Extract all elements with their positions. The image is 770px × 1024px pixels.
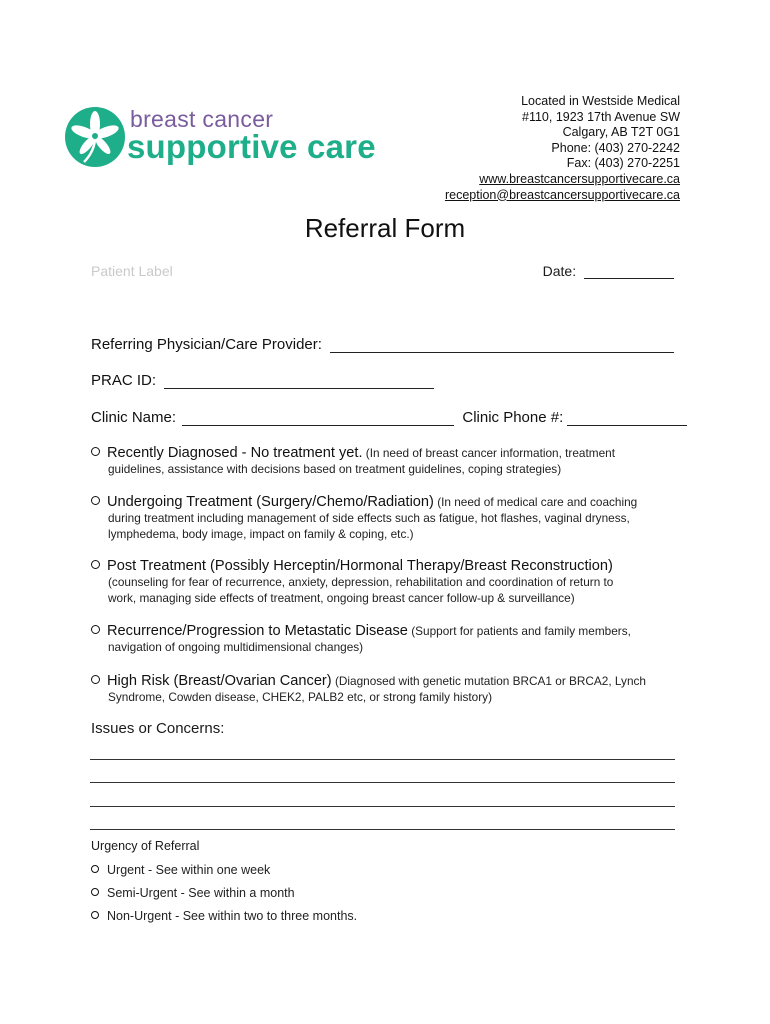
- option-detail: during treatment including management of side effects such as fatigue, hot flashes, vaginal dryness,: [108, 511, 630, 525]
- option-recently-diagnosed[interactable]: [91, 445, 691, 477]
- option-title: High Risk (Breast/Ovarian Cancer): [107, 673, 332, 689]
- clinic-phone-label: Clinic Phone #:: [462, 409, 564, 426]
- option-detail: (In need of breast cancer information, treatment: [365, 446, 615, 460]
- urgency-label: Non-Urgent - See within two to three months.: [107, 909, 358, 923]
- option-title: Post Treatment (Possibly Herceptin/Hormonal Therapy/Breast Reconstruction): [107, 558, 613, 574]
- option-detail: (Support for patients and family members,: [411, 624, 631, 638]
- urgency-title: Urgency of Referral: [91, 839, 200, 853]
- option-recurrence[interactable]: [91, 623, 691, 655]
- radio-circle-icon[interactable]: [91, 560, 100, 569]
- option-detail: lymphedema, body image, impact on family & coping, etc.): [108, 527, 414, 541]
- date-field[interactable]: [543, 263, 674, 279]
- radio-circle-icon[interactable]: [91, 888, 99, 896]
- option-detail: (Diagnosed with genetic mutation BRCA1 or BRCA2, Lynch: [334, 674, 646, 688]
- phone-line: Phone: (403) 270-2242: [551, 140, 680, 155]
- radio-circle-icon[interactable]: [91, 447, 100, 456]
- radio-circle-icon[interactable]: [91, 865, 99, 873]
- option-detail: (In need of medical care and coaching: [437, 495, 638, 509]
- physician-input-line[interactable]: [330, 338, 674, 353]
- prac-id-label: PRAC ID:: [91, 372, 157, 389]
- issues-line[interactable]: [90, 759, 675, 760]
- option-detail: guidelines, assistance with decisions based on treatment guidelines, coping strategies): [108, 462, 562, 476]
- option-title: Undergoing Treatment (Surgery/Chemo/Radiation): [107, 494, 434, 510]
- address-line: Located in Westside Medical: [521, 94, 680, 108]
- option-undergoing-treatment[interactable]: [91, 494, 691, 542]
- clinic-name-input-line[interactable]: [182, 411, 454, 426]
- issues-line[interactable]: [90, 829, 675, 830]
- address-block: [445, 94, 680, 203]
- radio-circle-icon[interactable]: [91, 496, 100, 505]
- radio-circle-icon[interactable]: [91, 911, 99, 919]
- clinic-phone-input-line[interactable]: [567, 411, 687, 426]
- page-title: Referral Form: [304, 213, 466, 243]
- logo-flower-icon: [64, 106, 126, 168]
- option-title: Recently Diagnosed - No treatment yet.: [107, 445, 363, 461]
- email-link[interactable]: reception@breastcancersupportivecare.ca: [444, 187, 680, 202]
- physician-label: Referring Physician/Care Provider:: [91, 336, 322, 353]
- urgency-option-urgent[interactable]: [91, 863, 270, 877]
- issues-line[interactable]: [90, 806, 675, 807]
- urgency-option-non-urgent[interactable]: [91, 909, 357, 923]
- address-line: Calgary, AB T2T 0G1: [562, 125, 680, 140]
- logo-text-supportive-care: supportive care: [127, 128, 376, 165]
- patient-label-placeholder: Patient Label: [91, 263, 173, 279]
- address-line: #110, 1923 17th Avenue SW: [522, 109, 680, 124]
- prac-id-input-line[interactable]: [164, 374, 434, 389]
- issues-label: Issues or Concerns:: [91, 720, 225, 737]
- clinic-name-field[interactable]: [91, 409, 687, 426]
- logo-text-breast-cancer: breast cancer: [130, 106, 274, 132]
- option-detail: Syndrome, Cowden disease, CHEK2, PALB2 etc, or strong family history): [108, 690, 492, 704]
- radio-circle-icon[interactable]: [91, 625, 100, 634]
- option-post-treatment[interactable]: [91, 558, 691, 606]
- date-label: Date:: [542, 263, 577, 279]
- option-title: Recurrence/Progression to Metastatic Disease: [107, 623, 408, 639]
- urgency-label: Semi-Urgent - See within a month: [107, 886, 295, 900]
- option-detail: navigation of ongoing multidimensional changes): [108, 640, 364, 654]
- issues-line[interactable]: [90, 782, 675, 783]
- urgency-option-semi-urgent[interactable]: [91, 886, 295, 900]
- physician-field[interactable]: [91, 336, 674, 353]
- option-high-risk[interactable]: [91, 673, 691, 705]
- website-link[interactable]: www.breastcancersupportivecare.ca: [479, 171, 680, 186]
- option-detail: (counseling for fear of recurrence, anxiety, depression, rehabilitation and coordination of return to: [108, 575, 614, 589]
- prac-id-field[interactable]: [91, 372, 434, 389]
- fax-line: Fax: (403) 270-2251: [566, 156, 680, 171]
- radio-circle-icon[interactable]: [91, 675, 100, 684]
- option-detail: work, managing side effects of treatment, ongoing breast cancer follow-up & surveillance): [108, 591, 575, 605]
- urgency-label: Urgent - See within one week: [107, 863, 271, 877]
- date-input-line[interactable]: [584, 264, 674, 279]
- clinic-name-label: Clinic Name:: [91, 409, 177, 426]
